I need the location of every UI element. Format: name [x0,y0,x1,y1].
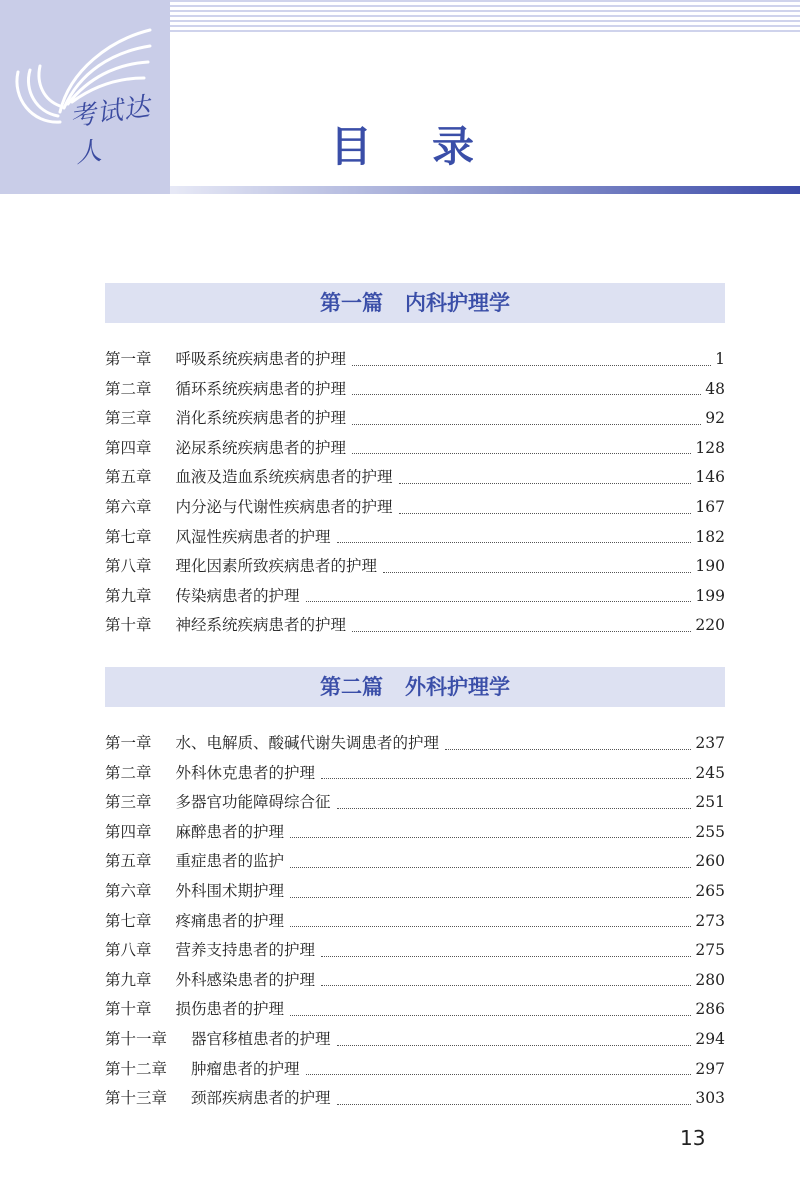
header-gradient-bar [170,186,800,194]
toc-entry[interactable] [105,525,725,555]
chapter-page: 199 [695,586,725,605]
chapter-title: 多器官功能障碍综合征 [175,793,331,812]
chapter-page: 237 [695,734,725,752]
dot-leader [290,866,691,868]
dot-leader [337,1044,692,1046]
chapter-title: 损伤患者的护理 [175,1000,285,1019]
chapter-title: 神经系统疾病患者的护理 [175,616,347,635]
chapter-page: 251 [695,793,725,812]
chapter-page: 265 [695,881,725,900]
dot-leader [337,807,692,809]
chapter-page: 92 [705,409,725,428]
chapter-number: 第十三章 [105,1089,168,1108]
chapter-title: 外科围术期护理 [175,881,285,900]
toc-entry[interactable] [105,613,725,643]
toc-entry[interactable] [105,436,725,466]
toc-entry[interactable] [105,820,725,850]
chapter-page: 273 [695,911,725,930]
dot-leader [306,600,692,602]
chapter-number: 第十一章 [105,1029,168,1048]
dot-leader [352,452,691,454]
chapter-page: 245 [695,763,725,782]
chapter-title: 血液及造血系统疾病患者的护理 [175,468,393,487]
header-stripes [170,0,800,34]
toc-entry[interactable] [105,731,725,761]
toc-entry[interactable] [105,997,725,1027]
chapter-number: 第四章 [105,438,152,457]
dot-leader [321,777,691,779]
toc-entry[interactable] [105,554,725,584]
dot-leader [399,482,692,484]
part-name: 内科护理学 [405,290,510,315]
chapter-number: 第八章 [105,941,152,960]
dot-leader [290,896,691,898]
chapter-title: 循环系统疾病患者的护理 [175,379,347,398]
chapter-page: 294 [695,1029,725,1048]
chapter-number: 第一章 [105,734,152,752]
part-label: 第二篇 [320,674,383,699]
chapter-title: 重症患者的监护 [175,852,285,871]
chapter-number: 第六章 [105,497,152,516]
dot-leader [306,1073,692,1075]
chapter-title: 营养支持患者的护理 [175,941,316,960]
toc-entry[interactable] [105,495,725,525]
dot-leader [383,571,691,573]
chapter-number: 第十二章 [105,1059,168,1078]
dot-leader [352,423,701,425]
chapter-page: 190 [695,557,725,576]
toc-entry[interactable] [105,1057,725,1087]
chapter-title: 外科感染患者的护理 [175,970,316,989]
chapter-number: 第一章 [105,350,152,368]
chapter-title: 内分泌与代谢性疾病患者的护理 [175,497,393,516]
toc-entry[interactable] [105,584,725,614]
logo-text: 考试达人 [68,91,153,170]
chapter-page: 220 [695,616,725,635]
chapter-title: 呼吸系统疾病患者的护理 [175,350,347,368]
chapter-number: 第八章 [105,557,152,576]
dot-leader [290,1014,691,1016]
dot-leader [321,955,691,957]
chapter-title: 器官移植患者的护理 [191,1029,331,1048]
chapter-number: 第七章 [105,911,152,930]
chapter-page: 297 [695,1059,725,1078]
toc-part-surgery [105,667,725,1116]
toc-entry[interactable] [105,1027,725,1057]
chapter-page: 280 [695,970,725,989]
dot-leader [290,836,691,838]
toc-entry[interactable] [105,790,725,820]
chapter-page: 146 [695,468,725,487]
dot-leader [337,1103,692,1105]
toc-entry[interactable] [105,377,725,407]
dot-leader [399,512,692,514]
chapter-number: 第九章 [105,970,152,989]
chapter-page: 303 [695,1089,725,1108]
toc-entry[interactable] [105,347,725,377]
chapter-page: 255 [695,822,725,841]
toc-entry[interactable] [105,465,725,495]
chapter-number: 第三章 [105,793,152,812]
toc-entry[interactable] [105,406,725,436]
dot-leader [352,393,701,395]
chapter-title: 外科休克患者的护理 [175,763,316,782]
page-title: 目录 [330,122,535,171]
dot-leader [445,748,691,750]
chapter-number: 第五章 [105,468,152,487]
chapter-number: 第六章 [105,881,152,900]
chapter-number: 第九章 [105,586,152,605]
chapter-title: 传染病患者的护理 [175,586,300,605]
toc-entry-list [105,347,725,643]
chapter-title: 风湿性疾病患者的护理 [175,527,331,546]
chapter-page: 275 [695,941,725,960]
chapter-page: 1 [715,350,725,368]
chapter-number: 第十章 [105,616,152,635]
toc-entry[interactable] [105,849,725,879]
dot-leader [352,364,711,366]
chapter-page: 128 [695,438,725,457]
toc-entry[interactable] [105,879,725,909]
chapter-page: 48 [705,379,725,398]
part-name: 外科护理学 [405,674,510,699]
dot-leader [352,630,691,632]
toc-entry[interactable] [105,761,725,791]
dot-leader [337,541,692,543]
toc-entry-list [105,731,725,1116]
chapter-number: 第五章 [105,852,152,871]
logo-panel [0,0,170,194]
chapter-page: 260 [695,852,725,871]
chapter-title: 肿瘤患者的护理 [191,1059,300,1078]
part-label: 第一篇 [320,290,383,315]
chapter-title: 理化因素所致疾病患者的护理 [175,557,378,576]
part-heading [105,283,725,323]
chapter-number: 第三章 [105,409,152,428]
chapter-title: 消化系统疾病患者的护理 [175,409,347,428]
chapter-title: 麻醉患者的护理 [175,822,285,841]
page-number: 13 [680,1126,706,1150]
chapter-page: 286 [695,1000,725,1019]
chapter-number: 第二章 [105,763,152,782]
toc-entry[interactable] [105,968,725,998]
dot-leader [321,984,691,986]
dot-leader [290,925,691,927]
toc-entry[interactable] [105,909,725,939]
chapter-number: 第十章 [105,1000,152,1019]
chapter-number: 第二章 [105,379,152,398]
toc-entry[interactable] [105,1086,725,1116]
chapter-page: 167 [695,497,725,516]
part-heading [105,667,725,707]
toc-entry[interactable] [105,938,725,968]
chapter-title: 疼痛患者的护理 [175,911,285,930]
chapter-title: 泌尿系统疾病患者的护理 [175,438,347,457]
chapter-page: 182 [695,527,725,546]
toc-part-internal-medicine [105,283,725,643]
chapter-title: 颈部疾病患者的护理 [191,1089,331,1108]
chapter-number: 第七章 [105,527,152,546]
chapter-number: 第四章 [105,822,152,841]
chapter-title: 水、电解质、酸碱代谢失调患者的护理 [175,734,440,752]
